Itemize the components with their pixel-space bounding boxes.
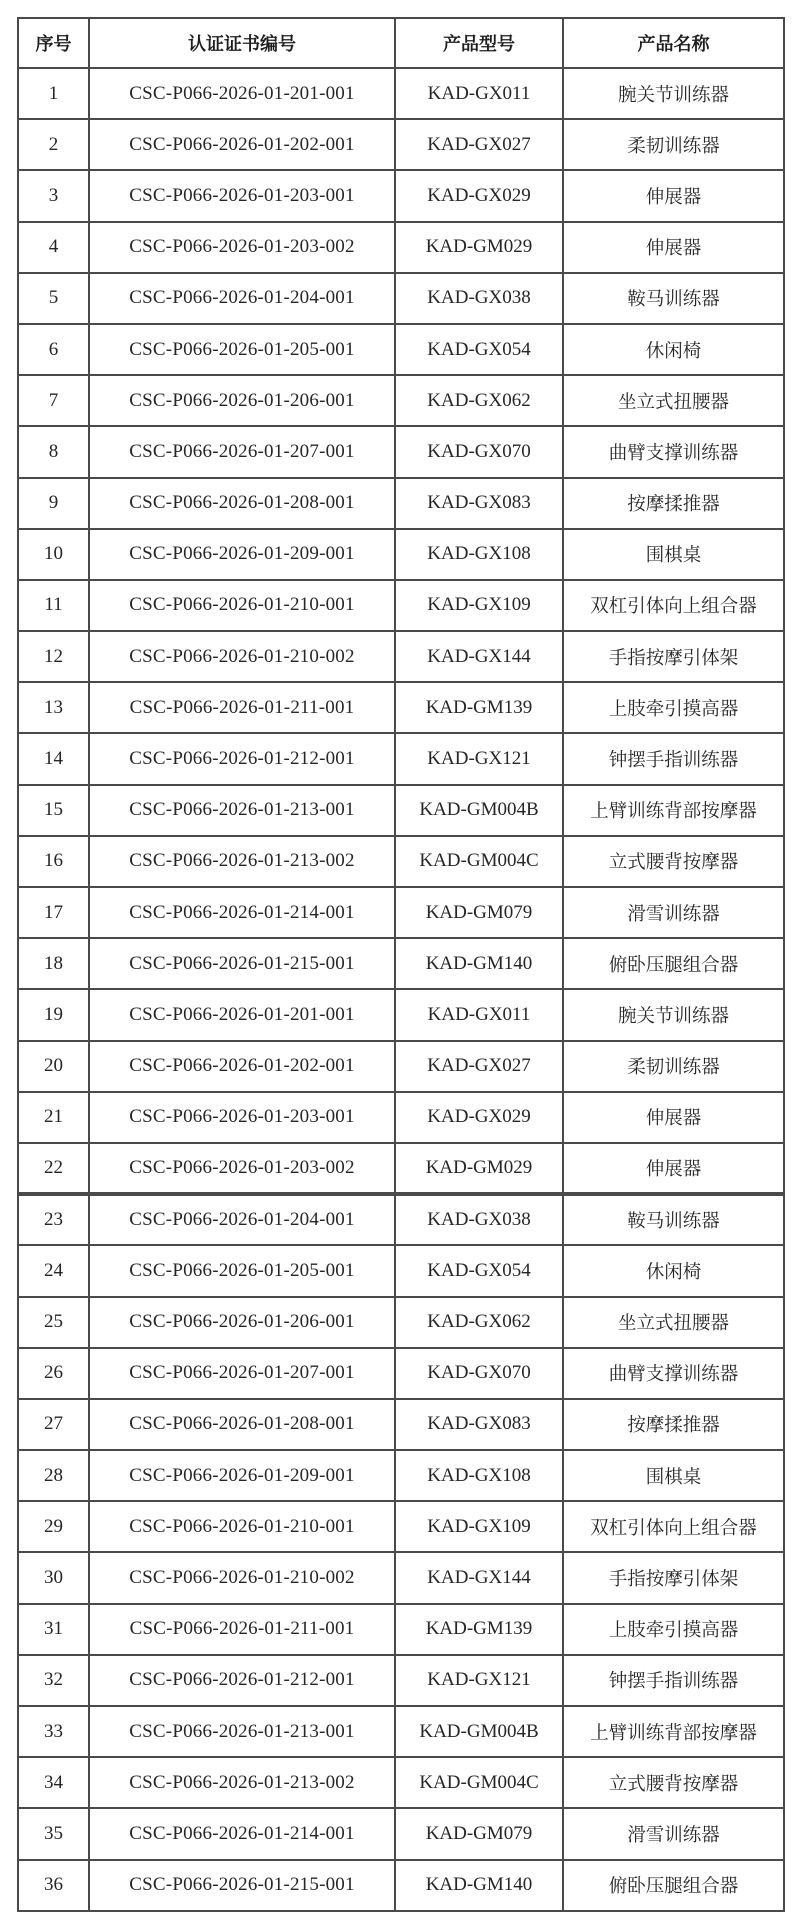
product-name-cell: 上臂训练背部按摩器 [563,785,784,836]
certificate-number-cell: CSC-P066-2026-01-203-002 [89,1143,395,1194]
product-model-cell: KAD-GM139 [395,682,563,733]
serial-number-cell: 10 [18,529,89,580]
table-row [18,375,784,426]
certificate-number-cell: CSC-P066-2026-01-203-001 [89,1092,395,1143]
product-name-cell: 钟摆手指训练器 [563,733,784,784]
table-row [18,1297,784,1348]
product-name-cell: 曲臂支撑训练器 [563,426,784,477]
product-model-cell: KAD-GX108 [395,1450,563,1501]
certificate-number-cell: CSC-P066-2026-01-212-001 [89,733,395,784]
product-model-cell: KAD-GM004B [395,785,563,836]
table-body [18,68,784,1911]
serial-number-cell: 27 [18,1399,89,1450]
serial-number-cell: 19 [18,989,89,1040]
serial-number-cell: 23 [18,1194,89,1245]
product-model-cell: KAD-GX144 [395,1552,563,1603]
product-name-cell: 鞍马训练器 [563,1194,784,1245]
product-model-cell: KAD-GX109 [395,580,563,631]
table-row [18,324,784,375]
certificate-number-cell: CSC-P066-2026-01-201-001 [89,68,395,119]
product-name-cell: 手指按摩引体架 [563,631,784,682]
certificate-number-cell: CSC-P066-2026-01-211-001 [89,682,395,733]
product-model-cell: KAD-GX054 [395,324,563,375]
product-name-cell: 伸展器 [563,1092,784,1143]
serial-number-cell: 6 [18,324,89,375]
serial-number-cell: 30 [18,1552,89,1603]
table-row [18,1092,784,1143]
product-model-cell: KAD-GM140 [395,1860,563,1911]
product-model-cell: KAD-GX011 [395,68,563,119]
table-row [18,733,784,784]
product-name-cell: 伸展器 [563,222,784,273]
certificate-number-cell: CSC-P066-2026-01-208-001 [89,478,395,529]
serial-number-cell: 9 [18,478,89,529]
table-row [18,631,784,682]
certification-table [17,17,785,1912]
header-product-model: 产品型号 [395,18,563,68]
product-model-cell: KAD-GX144 [395,631,563,682]
product-name-cell: 手指按摩引体架 [563,1552,784,1603]
certificate-number-cell: CSC-P066-2026-01-214-001 [89,887,395,938]
serial-number-cell: 34 [18,1757,89,1808]
certificate-number-cell: CSC-P066-2026-01-213-001 [89,785,395,836]
serial-number-cell: 3 [18,170,89,221]
certificate-number-cell: CSC-P066-2026-01-202-001 [89,1041,395,1092]
certificate-number-cell: CSC-P066-2026-01-211-001 [89,1604,395,1655]
serial-number-cell: 15 [18,785,89,836]
certificate-number-cell: CSC-P066-2026-01-210-002 [89,631,395,682]
serial-number-cell: 21 [18,1092,89,1143]
serial-number-cell: 14 [18,733,89,784]
serial-number-cell: 7 [18,375,89,426]
certificate-number-cell: CSC-P066-2026-01-215-001 [89,938,395,989]
certificate-number-cell: CSC-P066-2026-01-213-002 [89,836,395,887]
serial-number-cell: 1 [18,68,89,119]
serial-number-cell: 24 [18,1245,89,1296]
product-model-cell: KAD-GM140 [395,938,563,989]
certificate-number-cell: CSC-P066-2026-01-204-001 [89,273,395,324]
table-row [18,1655,784,1706]
product-model-cell: KAD-GX070 [395,1348,563,1399]
certificate-number-cell: CSC-P066-2026-01-204-001 [89,1194,395,1245]
product-model-cell: KAD-GX121 [395,733,563,784]
serial-number-cell: 8 [18,426,89,477]
table-row [18,1757,784,1808]
header-serial-number: 序号 [18,18,89,68]
product-name-cell: 上臂训练背部按摩器 [563,1706,784,1757]
table-row [18,1143,784,1194]
product-model-cell: KAD-GX083 [395,478,563,529]
product-model-cell: KAD-GX038 [395,1194,563,1245]
product-name-cell: 立式腰背按摩器 [563,836,784,887]
certificate-number-cell: CSC-P066-2026-01-209-001 [89,1450,395,1501]
product-model-cell: KAD-GX062 [395,1297,563,1348]
table-row [18,1552,784,1603]
product-model-cell: KAD-GX027 [395,119,563,170]
product-name-cell: 按摩揉推器 [563,1399,784,1450]
product-model-cell: KAD-GX062 [395,375,563,426]
table-row [18,1450,784,1501]
serial-number-cell: 36 [18,1860,89,1911]
product-name-cell: 双杠引体向上组合器 [563,580,784,631]
certificate-number-cell: CSC-P066-2026-01-206-001 [89,375,395,426]
certificate-number-cell: CSC-P066-2026-01-207-001 [89,1348,395,1399]
product-model-cell: KAD-GX108 [395,529,563,580]
product-model-cell: KAD-GX038 [395,273,563,324]
table-row [18,119,784,170]
product-name-cell: 腕关节训练器 [563,68,784,119]
product-model-cell: KAD-GX029 [395,170,563,221]
certificate-number-cell: CSC-P066-2026-01-209-001 [89,529,395,580]
product-model-cell: KAD-GX121 [395,1655,563,1706]
serial-number-cell: 26 [18,1348,89,1399]
table-row [18,1808,784,1859]
table-row [18,887,784,938]
header-row [18,18,784,68]
serial-number-cell: 17 [18,887,89,938]
product-model-cell: KAD-GM029 [395,222,563,273]
table-row [18,580,784,631]
product-name-cell: 休闲椅 [563,324,784,375]
certificate-number-cell: CSC-P066-2026-01-203-001 [89,170,395,221]
product-name-cell: 立式腰背按摩器 [563,1757,784,1808]
table-row [18,68,784,119]
product-name-cell: 柔韧训练器 [563,1041,784,1092]
table-row [18,1348,784,1399]
certificate-number-cell: CSC-P066-2026-01-215-001 [89,1860,395,1911]
certificate-number-cell: CSC-P066-2026-01-201-001 [89,989,395,1040]
product-model-cell: KAD-GX070 [395,426,563,477]
serial-number-cell: 29 [18,1501,89,1552]
certificate-number-cell: CSC-P066-2026-01-212-001 [89,1655,395,1706]
table-row [18,989,784,1040]
serial-number-cell: 33 [18,1706,89,1757]
serial-number-cell: 22 [18,1143,89,1194]
table-row [18,1194,784,1245]
product-name-cell: 伸展器 [563,170,784,221]
certificate-number-cell: CSC-P066-2026-01-206-001 [89,1297,395,1348]
table-row [18,170,784,221]
table-row [18,478,784,529]
certificate-number-cell: CSC-P066-2026-01-214-001 [89,1808,395,1859]
product-name-cell: 滑雪训练器 [563,887,784,938]
serial-number-cell: 2 [18,119,89,170]
table-row [18,273,784,324]
serial-number-cell: 32 [18,1655,89,1706]
product-name-cell: 钟摆手指训练器 [563,1655,784,1706]
product-model-cell: KAD-GM004C [395,836,563,887]
product-model-cell: KAD-GX109 [395,1501,563,1552]
serial-number-cell: 16 [18,836,89,887]
serial-number-cell: 13 [18,682,89,733]
product-name-cell: 滑雪训练器 [563,1808,784,1859]
product-model-cell: KAD-GM079 [395,1808,563,1859]
product-name-cell: 坐立式扭腰器 [563,1297,784,1348]
certificate-number-cell: CSC-P066-2026-01-210-001 [89,1501,395,1552]
product-name-cell: 休闲椅 [563,1245,784,1296]
product-name-cell: 按摩揉推器 [563,478,784,529]
product-name-cell: 围棋桌 [563,529,784,580]
table-row [18,222,784,273]
product-model-cell: KAD-GM139 [395,1604,563,1655]
certificate-number-cell: CSC-P066-2026-01-208-001 [89,1399,395,1450]
product-name-cell: 俯卧压腿组合器 [563,938,784,989]
product-name-cell: 围棋桌 [563,1450,784,1501]
certificate-number-cell: CSC-P066-2026-01-203-002 [89,222,395,273]
product-name-cell: 伸展器 [563,1143,784,1194]
serial-number-cell: 31 [18,1604,89,1655]
serial-number-cell: 20 [18,1041,89,1092]
table-row [18,426,784,477]
certificate-number-cell: CSC-P066-2026-01-213-002 [89,1757,395,1808]
serial-number-cell: 18 [18,938,89,989]
product-model-cell: KAD-GM004B [395,1706,563,1757]
certificate-number-cell: CSC-P066-2026-01-213-001 [89,1706,395,1757]
product-model-cell: KAD-GX027 [395,1041,563,1092]
product-model-cell: KAD-GX029 [395,1092,563,1143]
product-model-cell: KAD-GX054 [395,1245,563,1296]
serial-number-cell: 28 [18,1450,89,1501]
table-row [18,785,784,836]
table-row [18,682,784,733]
serial-number-cell: 12 [18,631,89,682]
certificate-number-cell: CSC-P066-2026-01-205-001 [89,324,395,375]
table-row [18,1501,784,1552]
product-model-cell: KAD-GM029 [395,1143,563,1194]
certificate-number-cell: CSC-P066-2026-01-210-001 [89,580,395,631]
table-row [18,1399,784,1450]
serial-number-cell: 35 [18,1808,89,1859]
certificate-number-cell: CSC-P066-2026-01-210-002 [89,1552,395,1603]
serial-number-cell: 4 [18,222,89,273]
product-name-cell: 上肢牵引摸高器 [563,1604,784,1655]
product-model-cell: KAD-GM079 [395,887,563,938]
table-row [18,529,784,580]
serial-number-cell: 5 [18,273,89,324]
product-name-cell: 腕关节训练器 [563,989,784,1040]
table-row [18,836,784,887]
product-name-cell: 坐立式扭腰器 [563,375,784,426]
product-model-cell: KAD-GX083 [395,1399,563,1450]
product-model-cell: KAD-GX011 [395,989,563,1040]
table-header [18,18,784,68]
table-row [18,1860,784,1911]
certificate-number-cell: CSC-P066-2026-01-205-001 [89,1245,395,1296]
product-model-cell: KAD-GM004C [395,1757,563,1808]
serial-number-cell: 11 [18,580,89,631]
serial-number-cell: 25 [18,1297,89,1348]
table-row [18,938,784,989]
table-row [18,1706,784,1757]
certificate-number-cell: CSC-P066-2026-01-202-001 [89,119,395,170]
table-row [18,1245,784,1296]
product-name-cell: 柔韧训练器 [563,119,784,170]
product-name-cell: 鞍马训练器 [563,273,784,324]
table-row [18,1041,784,1092]
certificate-number-cell: CSC-P066-2026-01-207-001 [89,426,395,477]
product-name-cell: 上肢牵引摸高器 [563,682,784,733]
product-name-cell: 双杠引体向上组合器 [563,1501,784,1552]
header-certificate-number: 认证证书编号 [89,18,395,68]
product-name-cell: 俯卧压腿组合器 [563,1860,784,1911]
product-name-cell: 曲臂支撑训练器 [563,1348,784,1399]
header-product-name: 产品名称 [563,18,784,68]
table-row [18,1604,784,1655]
